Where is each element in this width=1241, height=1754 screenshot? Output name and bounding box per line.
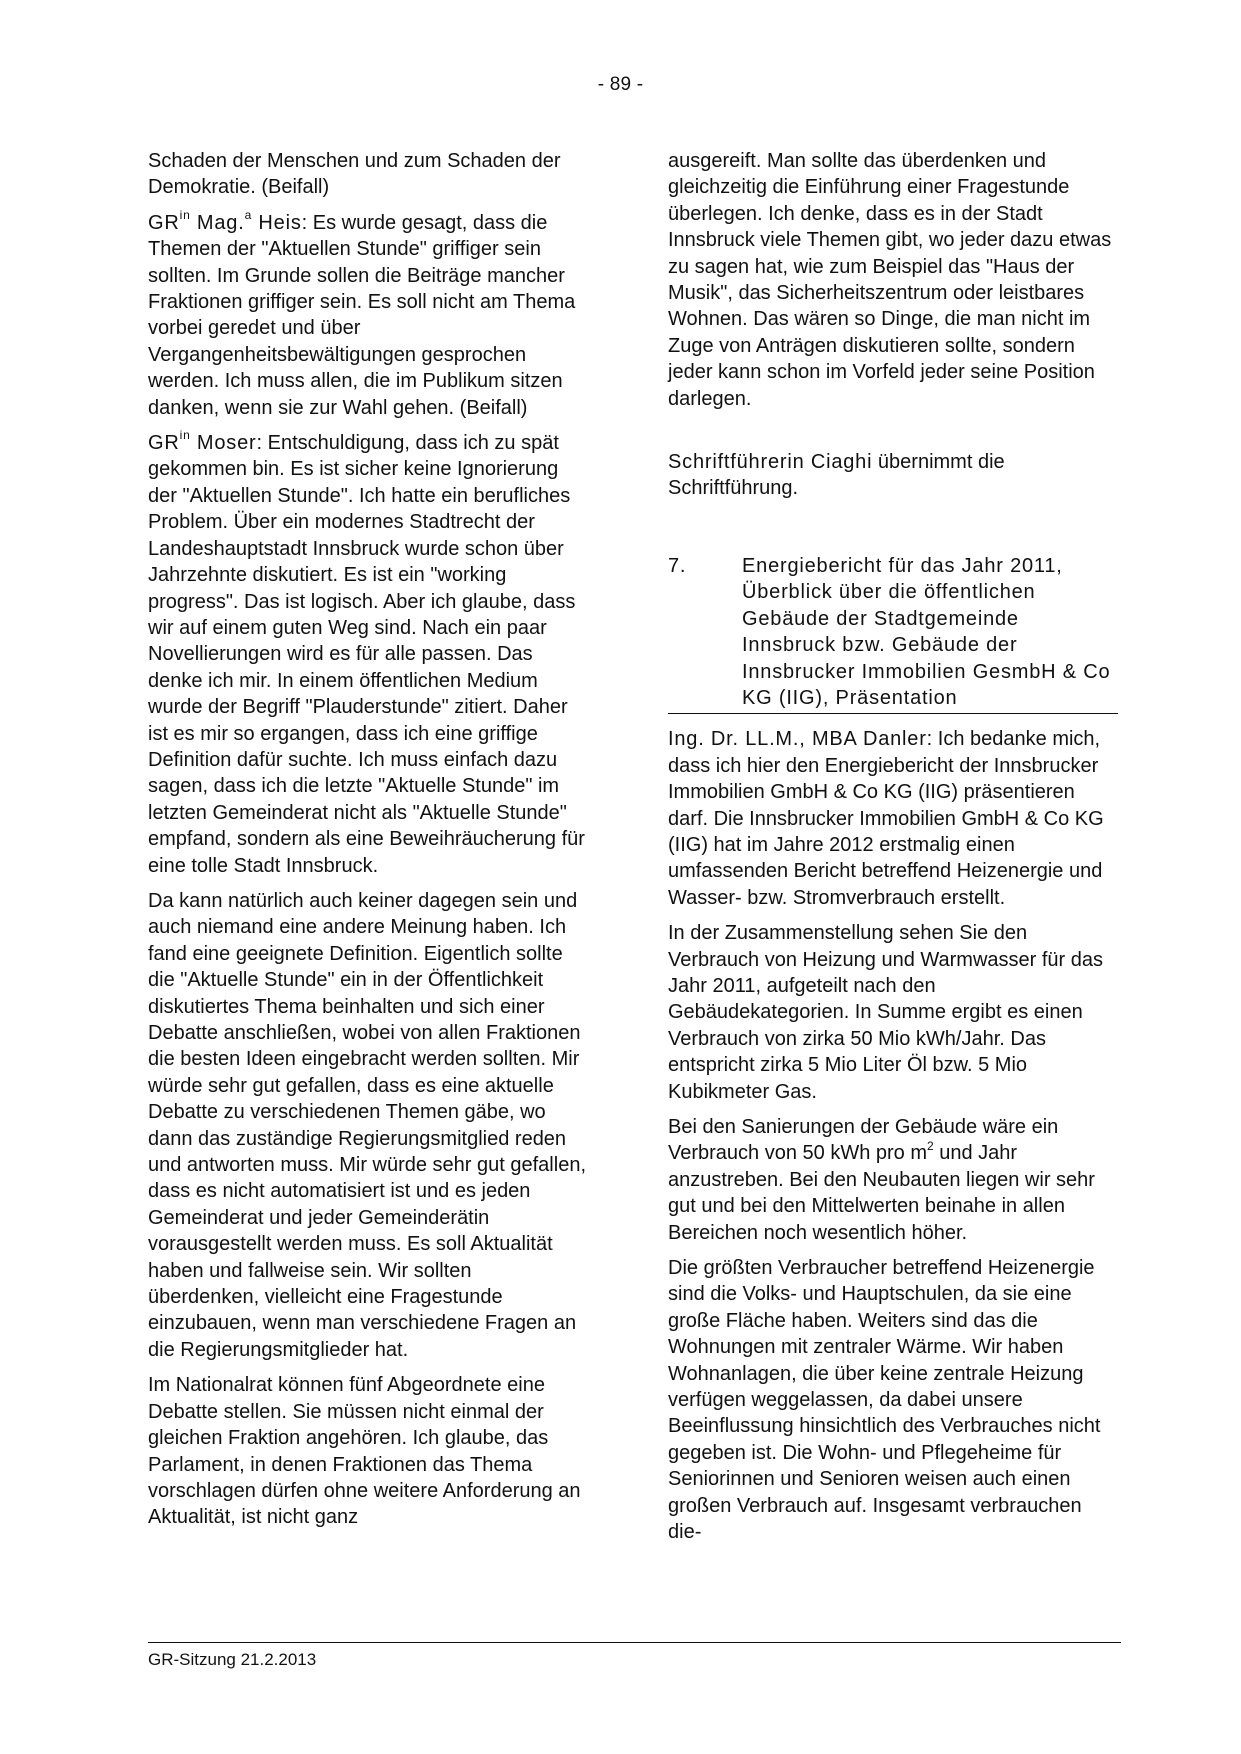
footer-divider [148, 1642, 1121, 1643]
speaker-heis: $GR^{in}$ Mag.$^a$ Heis [148, 208, 302, 234]
agenda-title: Energiebericht für das Jahr 2011, Überblick über die öffentlichen Gebäude der Stadtgemeinde Innsbruck bzw. Gebäude der Innsbrucker Immobilien GesmbH & Co KG (IIG), Präsentation [742, 554, 1111, 709]
paragraph: Schaden der Menschen und zum Schaden der Demokratie. (Beifall) [148, 150, 561, 199]
paragraph: In der Zusammenstellung sehen Sie den Verbrauch von Heizung und Warmwasser für das Jahr 2011, aufgeteilt nach den Gebäudekategorien. In Summe ergibt es einen Verbrauch von zirka 50 Mio kWh/Jahr. Das entspricht zirka 5 Mio Liter Öl bzw. 5 Mio Kubikmeter Gas. [668, 922, 1104, 1103]
speech-heis [148, 210, 588, 421]
right-column [668, 148, 1113, 1555]
agenda-number: 7. [668, 554, 687, 577]
agenda-item-7 [668, 553, 1118, 714]
clerk-name: Schriftführerin Ciaghi [668, 451, 873, 474]
paragraph: Da kann natürlich auch keiner dagegen sein und auch niemand eine andere Meinung haben. Ich fand eine geeignete Definition. Eigentlich sollte die "Aktuelle Stunde" ein in der Öffentlichkeit diskutiertes Thema beinhalten und sich einer Debatte anschließen, wobei von allen Fraktionen die besten Ideen eingebracht werden sollten. Mir würde sehr gut gefallen, dass es eine aktuelle Debatte zu verschiedenen Themen gäbe, wo dann das zuständige Regierungsmitglied reden und antworten muss. Mir würde sehr gut gefallen, dass es nicht automatisiert ist und es jeden Gemeinderat und jeder Gemeinderätin vorausgestellt werden muss. Es soll Aktualität haben und fallweise sein. Wir sollten überdenken, vielleicht eine Fragestunde einzubauen, wenn man verschiedene Fragen an die Regierungsmitglieder hat. [148, 889, 586, 1361]
speaker-danler: Ing. Dr. LL.M., MBA Danler [668, 728, 927, 751]
speech-danler [668, 726, 1113, 911]
speaker-moser: $GR^{in}$ Moser [148, 428, 257, 455]
page-number: - 89 - [597, 74, 644, 95]
paragraph: Im Nationalrat können fünf Abgeordnete eine Debatte stellen. Sie müssen nicht einmal der gleichen Fraktion angehören. Ich glaube, das Parlament, in denen Fraktionen das Thema vorschlagen dürfen ohne weitere Anforderung an Aktualität, ist nicht ganz [148, 1374, 581, 1529]
paragraph: ausgereift. Man sollte das überdenken und gleichzeitig die Einführung einer Fragestunde überlegen. Ich denke, dass es in der Stadt Innsbruck viele Themen gibt, wo jeder dazu etwas zu sagen hat, wie zum Beispiel das "Haus der Musik", das Sicherheitszentrum oder leistbares Wohnen. Das wären so Dinge, die man nicht im Zuge von Anträgen diskutieren sollte, sondern jeder kann schon im Vorfeld jeder seine Position darlegen. [668, 150, 1112, 410]
speech-text: : Es wurde gesagt, dass die Themen der "Aktuellen Stunde" griffiger sein sollten. Im Grunde sollen die Beiträge mancher Fraktionen griffiger sein. Es soll nicht am Thema vorbei geredet und über Vergangenheitsbewältigungen gesprochen werden. Ich muss allen, die im Publikum sitzen danken, wenn sie zur Wahl gehen. (Beifall) [148, 211, 576, 419]
speech-moser [148, 430, 588, 879]
minutes-note: Schriftführerin Ciaghi übernimmt die Schriftführung. [668, 451, 1005, 500]
paragraph: Die größten Verbraucher betreffend Heizenergie sind die Volks- und Hauptschulen, da sie eine große Fläche haben. Weiters sind das die Wohnungen mit zentraler Wärme. Wir haben Wohnanlagen, die über keine zentrale Heizung verfügen weggelassen, da dabei unsere Beeinflussung hinsichtlich des Verbrauches nicht gegeben ist. Die Wohn- und Pflegeheime für Seniorinnen und Senioren weisen auch einen großen Verbrauch auf. Insgesamt verbrauchen die- [668, 1257, 1101, 1544]
footer-session-date: GR-Sitzung 21.2.2013 [148, 1650, 317, 1669]
speech-text: : Ich bedanke mich, dass ich hier den Energiebericht der Innsbrucker Immobilien GmbH & Co KG (IIG) präsentieren darf. Die Innsbrucker Immobilien GmbH & Co KG (IIG) hat im Jahre 2012 erstmalig einen umfassenden Bericht betreffend Heizenergie und Wasser- bzw. Stromverbrauch erstellt. [668, 728, 1104, 909]
speech-text: : Entschuldigung, dass ich zu spät gekommen bin. Es ist sicher keine Ignorierung der "Aktuellen Stunde". Ich hatte ein berufliches Problem. Über ein modernes Stadtrecht der Landeshauptstadt Innsbruck wurde schon über Jahrzehnte diskutiert. Es ist ein "working progress". Das ist logisch. Aber ich glaube, dass wir auf einem guten Weg sind. Nach ein paar Novellierungen wird es für alle passen. Das denke ich mir. In einem öffentlichen Medium wurde der Begriff "Plauderstunde" zitiert. Daher ist es mir so ergangen, dass ich eine griffige Definition dafür suchte. Ich muss einfach dazu sagen, dass ich die letzte "Aktuelle Stunde" im letzten Gemeinderat nicht als "Aktuelle Stunde" empfand, sondern als eine Beweihräucherung für eine tolle Stadt Innsbruck. [148, 432, 585, 877]
left-column [148, 148, 588, 1540]
paragraph: Bei den Sanierungen der Gebäude wäre ein Verbrauch von 50 kWh pro $m^2$ und Jahr anzustreben. Bei den Neubauten liegen wir sehr gut und bei den Mittelwerten beinahe in allen Bereichen noch wesentlich höher. [668, 1116, 1095, 1244]
